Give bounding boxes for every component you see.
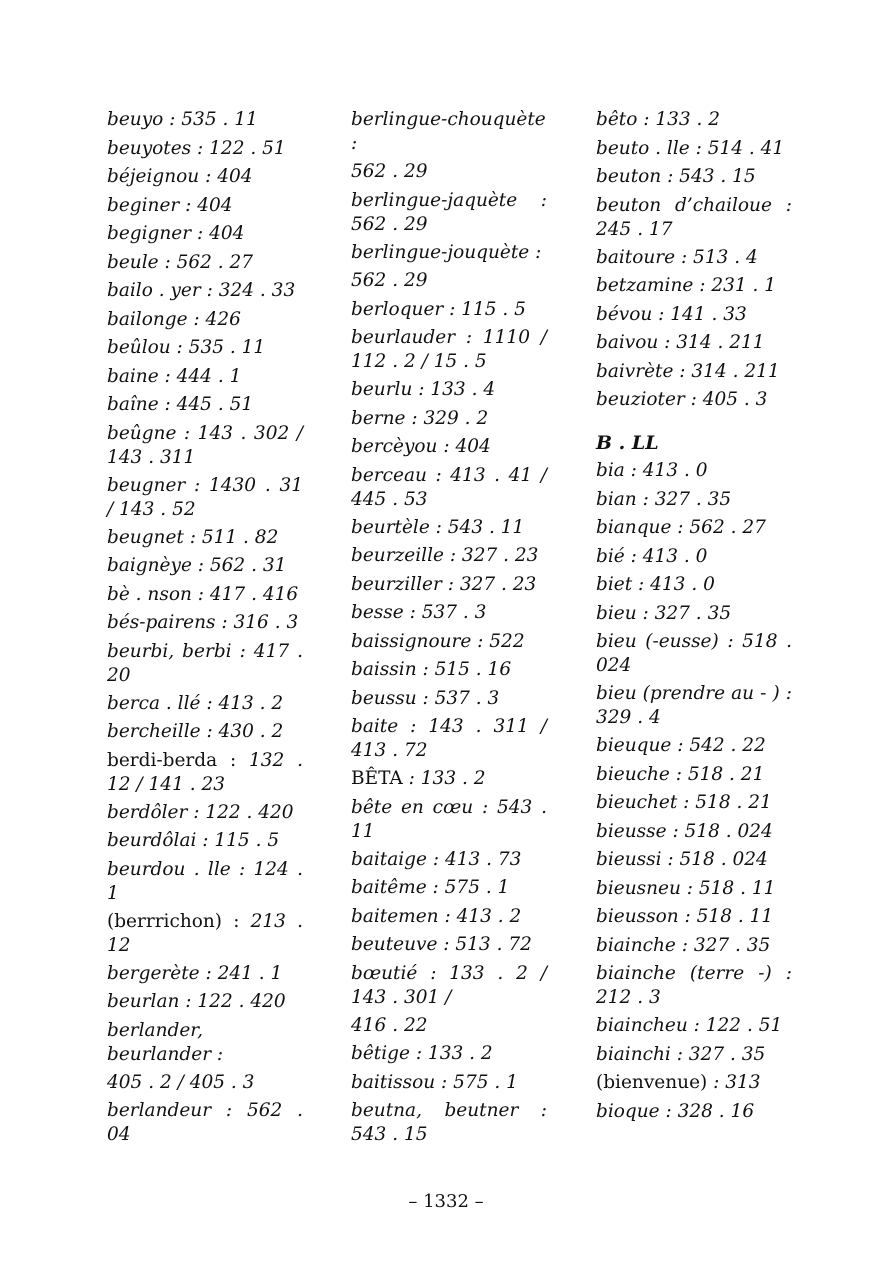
index-entry-text: bieu : 327 . 35 [596,602,732,624]
index-entry-text: beuton : 543 . 15 [596,166,756,187]
index-entry [596,875,792,904]
index-entry [596,301,792,330]
index-entry [351,433,547,462]
index-entry [596,358,792,387]
index-entry-text: biaincheu : 122 . 51 [596,1015,783,1036]
index-entry-upright-term: (bienvenue) [596,1072,708,1093]
index-entry-upright-term: BÊTA [351,768,403,789]
index-entry-text: 562 . 29 [351,161,428,182]
index-entry [596,732,792,761]
index-entry-text: beurdou . lle : 124 . 1 [107,858,303,904]
index-entry [107,856,303,908]
index-entry-text: begigner : 404 [107,223,245,244]
index-entry-text: bévou : 141 . 33 [596,303,747,325]
index-entry-text: baitemen : 413 . 2 [351,905,522,927]
index-entry [351,514,547,543]
index-entry [107,827,303,856]
index-entry-text: beugner : 1430 . 31 / 143 . 52 [107,474,303,520]
index-entry [596,329,792,358]
index-entry [351,542,547,571]
index-entry-text: bergerète : 241 . 1 [107,962,283,984]
index-entry [107,420,303,472]
index-entry-text: baissignoure : 522 [351,630,525,652]
index-entry-text: bieuche : 518 . 21 [596,763,765,785]
section-heading: B . LL [596,431,659,454]
index-entry [351,628,547,657]
index-entry [596,1012,792,1041]
index-entry [351,462,547,514]
index-entry [596,457,792,486]
index-entry [351,376,547,405]
index-column-2 [351,106,547,1149]
index-entry [107,472,303,524]
index-entry [351,794,547,846]
index-entry-text: berceau : 413 . 41 / 445 . 53 [351,464,547,510]
index-entry [596,386,792,415]
index-entry [596,192,792,244]
index-entry [107,718,303,747]
index-entry [596,932,792,961]
index-entry-text: berdôler : 122 . 420 [107,801,294,823]
index-entry [107,638,303,690]
index-entry [596,960,792,1012]
index-entry-text: beurlan : 122 . 420 [107,991,286,1012]
index-entry [596,1098,792,1127]
index-entry-upright-term: berdi-berda : [107,749,237,771]
index-entry [107,524,303,553]
index-entry-text: bailo . yer : 324 . 33 [107,280,296,301]
index-entry-text: bieuchet : 518 . 21 [596,792,772,813]
index-entry [351,571,547,600]
index-entry [107,747,303,799]
index-entry [596,846,792,875]
index-entry [596,135,792,164]
index-entry-text: baine : 444 . 1 [107,365,242,387]
index-entry [107,135,303,164]
index-entry-text: bian : 327 . 35 [596,488,732,510]
index-entry-text: biainche : 327 . 35 [596,934,771,956]
section-entries [596,457,792,1126]
index-entry [351,296,547,325]
index-entry-text: baignèye : 562 . 31 [107,555,287,576]
index-entry-text: berlandeur : 562 . 04 [107,1100,303,1145]
index-entry [107,163,303,192]
index-entry-text: bercèyou : 404 [351,436,491,457]
index-entry-text: biet : 413 . 0 [596,574,715,595]
index-entry-text: 416 . 22 [351,1014,428,1036]
index-entry [351,1097,547,1149]
index-entry [351,931,547,960]
index-entry [107,908,303,960]
index-entry-text: bieusse : 518 . 024 [596,820,773,842]
index-entry [351,685,547,714]
index-entry [351,960,547,1012]
index-entry-text: 213 . 12 [107,910,304,956]
index-entry [107,249,303,278]
index-entry-text: bœutié : 133 . 2 / 143 . 301 / [351,962,547,1008]
index-entry-text: bè . nson : 417 . 416 [107,583,299,605]
index-entry [351,239,547,268]
index-entry [107,581,303,610]
index-entry [107,960,303,989]
index-entry-text: : 313 [707,1072,761,1093]
index-entry [596,628,792,680]
index-entry [107,334,303,363]
index-entry [351,405,547,434]
index-entry-text: 405 . 2 / 405 . 3 [107,1071,255,1093]
index-entry-text: bieusneu : 518 . 11 [596,877,776,899]
index-entry-text: beurbi, berbi : 417 . 20 [107,640,303,686]
index-entry-text: bieusson : 518 . 11 [596,906,774,927]
index-entry-text: bailonge : 426 [107,308,241,330]
index-entry [596,1069,792,1098]
index-entry-text: beussu : 537 . 3 [351,687,500,709]
index-entry-text: beurlauder : 1110 / 112 . 2 / 15 . 5 [351,327,547,372]
index-entry-text: bioque : 328 . 16 [596,1100,755,1122]
index-entry [107,988,303,1017]
index-entry-text: bié : 413 . 0 [596,545,708,567]
index-entry [351,187,547,239]
index-entry-text: beurdôlai : 115 . 5 [107,830,280,851]
index-entry-text: bieussi : 518 . 024 [596,849,768,870]
index-entry [596,163,792,192]
index-entry [351,267,547,296]
index-entry-text: bêto : 133 . 2 [596,109,721,130]
index-entry-text: beûgne : 143 . 302 / 143 . 311 [107,422,303,468]
index-entry-text: beginer : 404 [107,194,233,216]
index-entry [107,277,303,306]
index-entry [107,192,303,221]
index-entry-text: besse : 537 . 3 [351,602,487,623]
index-entry-text: bianque : 562 . 27 [596,517,766,538]
index-entry-text: biainchi : 327 . 35 [596,1043,766,1065]
index-entry [107,609,303,638]
index-entry-text: berlingue-jaquète : 562 . 29 [351,189,547,235]
index-entry-text: bieuque : 542 . 22 [596,735,766,756]
index-entry-text: beule : 562 . 27 [107,251,254,273]
index-entry [596,761,792,790]
index-entry [351,1040,547,1069]
index-entry-text: beurzeille : 327 . 23 [351,545,539,566]
index-entry-text: beurlu : 133 . 4 [351,379,496,400]
index-entry-text: beutna, beutner : 543 . 15 [351,1100,547,1145]
index-entry [107,306,303,335]
index-entry [107,799,303,828]
index-entry [107,106,303,135]
index-entry [351,599,547,628]
index-entry-text: baite : 143 . 311 / 413 . 72 [351,716,547,761]
index-entry [596,1041,792,1070]
index-entry [351,1069,547,1098]
index-entry-text: 132 . 12 / 141 . 23 [107,749,304,795]
index-entry [596,789,792,818]
index-entry-text: bêtige : 133 . 2 [351,1043,493,1064]
index-entry-text: baivou : 314 . 211 [596,332,765,353]
index-entry [351,874,547,903]
index-entry-text: bieu (-eusse) : 518 . 024 [596,631,792,676]
index-entry-text: baivrète : 314 . 211 [596,360,780,382]
index-entry [596,106,792,135]
index-entry-text: biainche (terre -) : 212 . 3 [596,963,792,1008]
index-entry [596,272,792,301]
index-entry-text: beurziller : 327 . 23 [351,573,537,595]
index-entry [351,656,547,685]
index-entry-text: beuton d’chailoue : 245 . 17 [596,194,792,240]
index-entry-text: 562 . 29 [351,270,428,291]
index-entry [596,543,792,572]
index-entry-text: baitoure : 513 . 4 [596,246,758,268]
index-entry-text: beurtèle : 543 . 11 [351,516,525,538]
index-entry-text: beuyo : 535 . 11 [107,109,258,130]
index-entry [107,391,303,420]
index-entry-upright-term: (berrrichon) : [107,910,240,932]
index-entry-text: beuzioter : 405 . 3 [596,389,768,410]
index-column-1 [107,106,303,1149]
index-entry [351,324,547,376]
index-entry [107,1097,303,1149]
index-entry [107,552,303,581]
index-entry [596,680,792,732]
index-entry-text: berlingue-chouquète : [351,109,546,154]
index-entry-text: berlingue-jouquète : [351,241,542,263]
index-entry-text: baîne : 445 . 51 [107,394,254,415]
index-entry [107,690,303,719]
index-entry [107,1017,303,1069]
index-entry [596,514,792,543]
index-entry-text: beuto . lle : 514 . 41 [596,137,785,159]
index-entry-text: baitême : 575 . 1 [351,877,510,898]
index-entry-text: bieu (prendre au - ) : 329 . 4 [596,683,792,728]
index-entry-text: béjeignou : 404 [107,166,253,187]
index-entry [596,571,792,600]
index-entry [351,846,547,875]
index-entry-text: beuyotes : 122 . 51 [107,137,286,159]
index-entry [596,903,792,932]
index-entry-text: berca . llé : 413 . 2 [107,692,284,714]
index-entry-text: berne : 329 . 2 [351,407,489,429]
index-entry-text: baissin : 515 . 16 [351,659,512,680]
index-entry [351,158,547,187]
index-entry [351,106,547,158]
index-entry-text: bête en cœu : 543 . 11 [351,796,547,842]
index-entry [107,1069,303,1098]
index-entry-text: baitaige : 413 . 73 [351,848,522,870]
index-entry [596,818,792,847]
page-number: – 1332 – [408,1191,484,1212]
index-entry [107,363,303,392]
index-entry-text: : 133 . 2 [402,768,486,789]
index-entry [351,903,547,932]
index-entry [351,765,547,794]
index-column-3 [596,106,792,1126]
index-entry [596,600,792,629]
index-entry-text: beuteuve : 513 . 72 [351,934,532,955]
index-entry-text: betzamine : 231 . 1 [596,275,777,296]
index-entry-text: bés-pairens : 316 . 3 [107,612,299,633]
index-entry [596,244,792,273]
index-entry [596,486,792,515]
index-entry [351,713,547,765]
index-entry-text: berloquer : 115 . 5 [351,298,526,320]
index-entry-text: berlander, beurlander : [107,1019,224,1065]
index-entry [351,1012,547,1041]
index-entry [107,220,303,249]
index-column-3-entries [596,106,792,415]
index-entry-text: baitissou : 575 . 1 [351,1071,518,1093]
index-entry-text: beûlou : 535 . 11 [107,337,266,358]
index-entry-text: bia : 413 . 0 [596,460,708,481]
index-entry-text: beugnet : 511 . 82 [107,526,279,548]
index-entry-text: bercheille : 430 . 2 [107,721,284,742]
